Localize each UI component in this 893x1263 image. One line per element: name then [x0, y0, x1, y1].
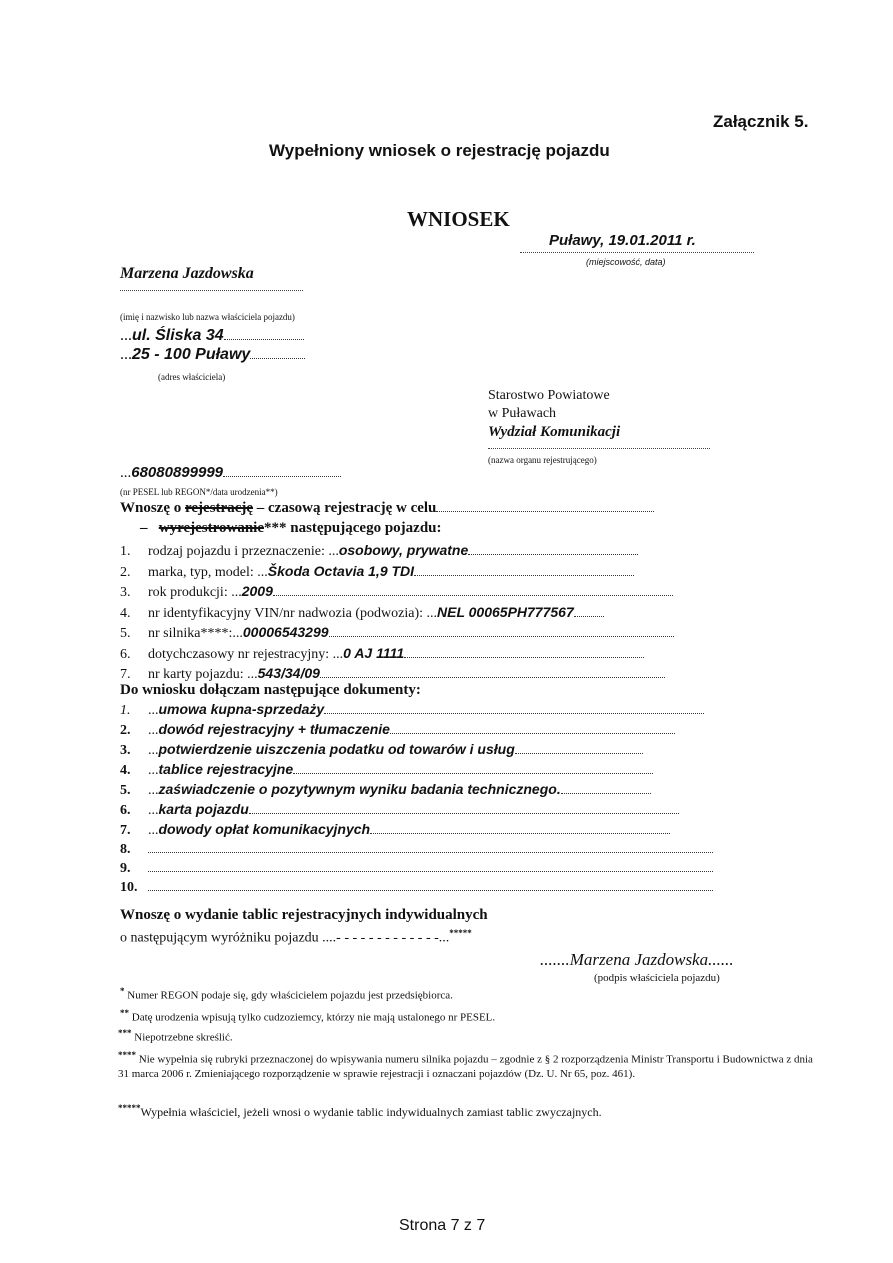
document-row: 9. — [120, 859, 713, 878]
owner-name-hint: (imię i nazwisko lub nazwa właściciela pojazdu) — [120, 312, 295, 322]
page-number: Strona 7 z 7 — [399, 1217, 486, 1234]
authority-line — [488, 448, 710, 449]
document-row: 6. ...karta pojazdu — [120, 800, 713, 820]
vehicle-list — [120, 541, 674, 685]
document-row: 1. ...umowa kupna-sprzedaży — [120, 700, 713, 720]
form-heading: WNIOSEK — [407, 207, 510, 231]
document-row: 4. ...tablice rejestracyjne — [120, 760, 713, 780]
document-row: 7. ...dowody opłat komunikacyjnych — [120, 820, 713, 840]
pesel-value: 68080899999 — [131, 464, 224, 481]
owner-name-line — [120, 290, 303, 291]
pesel-hint: (nr PESEL lub REGON*/data urodzenia**) — [120, 487, 278, 497]
vehicle-row: 6. dotychczasowy nr rejestracyjny: ...0 AJ 1111 — [120, 644, 674, 665]
address-line-1: ...ul. Śliska 34 — [120, 327, 304, 345]
document-row: 3. ...potwierdzenie uiszczenia podatku od towarów i usług — [120, 740, 713, 760]
footnote-5: *****Wypełnia właściciel, jeżeli wnosi o wydanie tablic indywidualnych zamiast tablic zwyczajnych. — [118, 1103, 602, 1119]
document-row: 8. — [120, 840, 713, 859]
authority-line-2: w Puławach — [488, 406, 557, 421]
signature: .......Marzena Jazdowska...... — [540, 950, 734, 969]
vehicle-row: 7. nr karty pojazdu: ...543/34/09 — [120, 664, 674, 685]
attachment-label: Załącznik 5. — [713, 112, 809, 131]
place-date-line — [520, 252, 754, 253]
place-date-hint: (miejscowość, data) — [586, 257, 666, 267]
owner-name: Marzena Jazdowska — [120, 265, 254, 282]
request-rest: – czasową rejestrację w celu — [256, 500, 437, 516]
footnote-1: * Numer REGON podaje się, gdy właścicielem pojazdu jest przedsiębiorca. — [120, 986, 453, 1002]
address-line-2: ...25 - 100 Puławy — [120, 346, 305, 364]
request-tail: *** następującego pojazdu: — [264, 520, 442, 536]
plates-heading: Wnoszę o wydanie tablic rejestracyjnych indywidualnych — [120, 907, 488, 923]
address-value-2: 25 - 100 Puławy — [132, 346, 251, 363]
footnote-4: **** Nie wypełnia się rubryki przeznaczonej do wpisywania numeru silnika pojazdu – zgodnie z § 2 rozporządzenia Ministr Transportu i Budownictwa z dnia 31 marca 2006 r. Zmieniającego rozporządzenie w sprawie rejestracji i oznaczani pojazdów (Dz. U. Nr 65, poz. 461). — [118, 1050, 813, 1080]
vehicle-row: 2. marka, typ, model: ...Škoda Octavia 1,9 TDI — [120, 562, 674, 583]
document-row: 5. ...zaświadczenie o pozytywnym wyniku badania technicznego. — [120, 780, 713, 800]
request-line-2 — [140, 520, 442, 537]
request-dash: – — [140, 520, 148, 536]
place-date: Puławy, 19.01.2011 r. — [549, 232, 696, 249]
request-line — [120, 500, 654, 517]
request-struck-registration: rejestrację — [185, 500, 253, 516]
vehicle-row: 4. nr identyfikacyjny VIN/nr nadwozia (podwozia): ...NEL 00065PH777567 — [120, 603, 674, 624]
vehicle-row: 1. rodzaj pojazdu i przeznaczenie: ...osobowy, prywatne — [120, 541, 674, 562]
authority-line-3: Wydział Komunikacji — [488, 424, 621, 440]
signature-hint: (podpis właściciela pojazdu) — [594, 972, 720, 984]
request-struck-deregistration: wyrejestrowanie — [158, 520, 264, 536]
vehicle-row: 3. rok produkcji: ...2009 — [120, 582, 674, 603]
plates-line: o następującym wyróżniku pojazdu ....- - - - - - - - - - - - -...***** — [120, 928, 472, 946]
footnote-3: *** Niepotrzebne skreślić. — [118, 1028, 233, 1044]
request-prefix: Wnoszę o — [120, 500, 182, 516]
footnote-2: ** Datę urodzenia wpisują tylko cudzoziemcy, którzy nie mają ustalonego nr PESEL. — [120, 1008, 496, 1024]
document-title: Wypełniony wniosek o rejestrację pojazdu — [269, 141, 610, 160]
document-row: 10. — [120, 878, 713, 897]
address-hint: (adres właściciela) — [158, 372, 226, 382]
authority-hint: (nazwa organu rejestrującego) — [488, 455, 597, 465]
pesel-line: ...68080899999 — [120, 464, 341, 482]
documents-heading: Do wniosku dołączam następujące dokumenty: — [120, 682, 421, 698]
documents-list — [120, 700, 713, 897]
vehicle-row: 5. nr silnika****:...00006543299 — [120, 623, 674, 644]
document-row: 2. ...dowód rejestracyjny + tłumaczenie — [120, 720, 713, 740]
authority-line-1: Starostwo Powiatowe — [488, 388, 610, 403]
address-value-1: ul. Śliska 34 — [132, 327, 224, 344]
